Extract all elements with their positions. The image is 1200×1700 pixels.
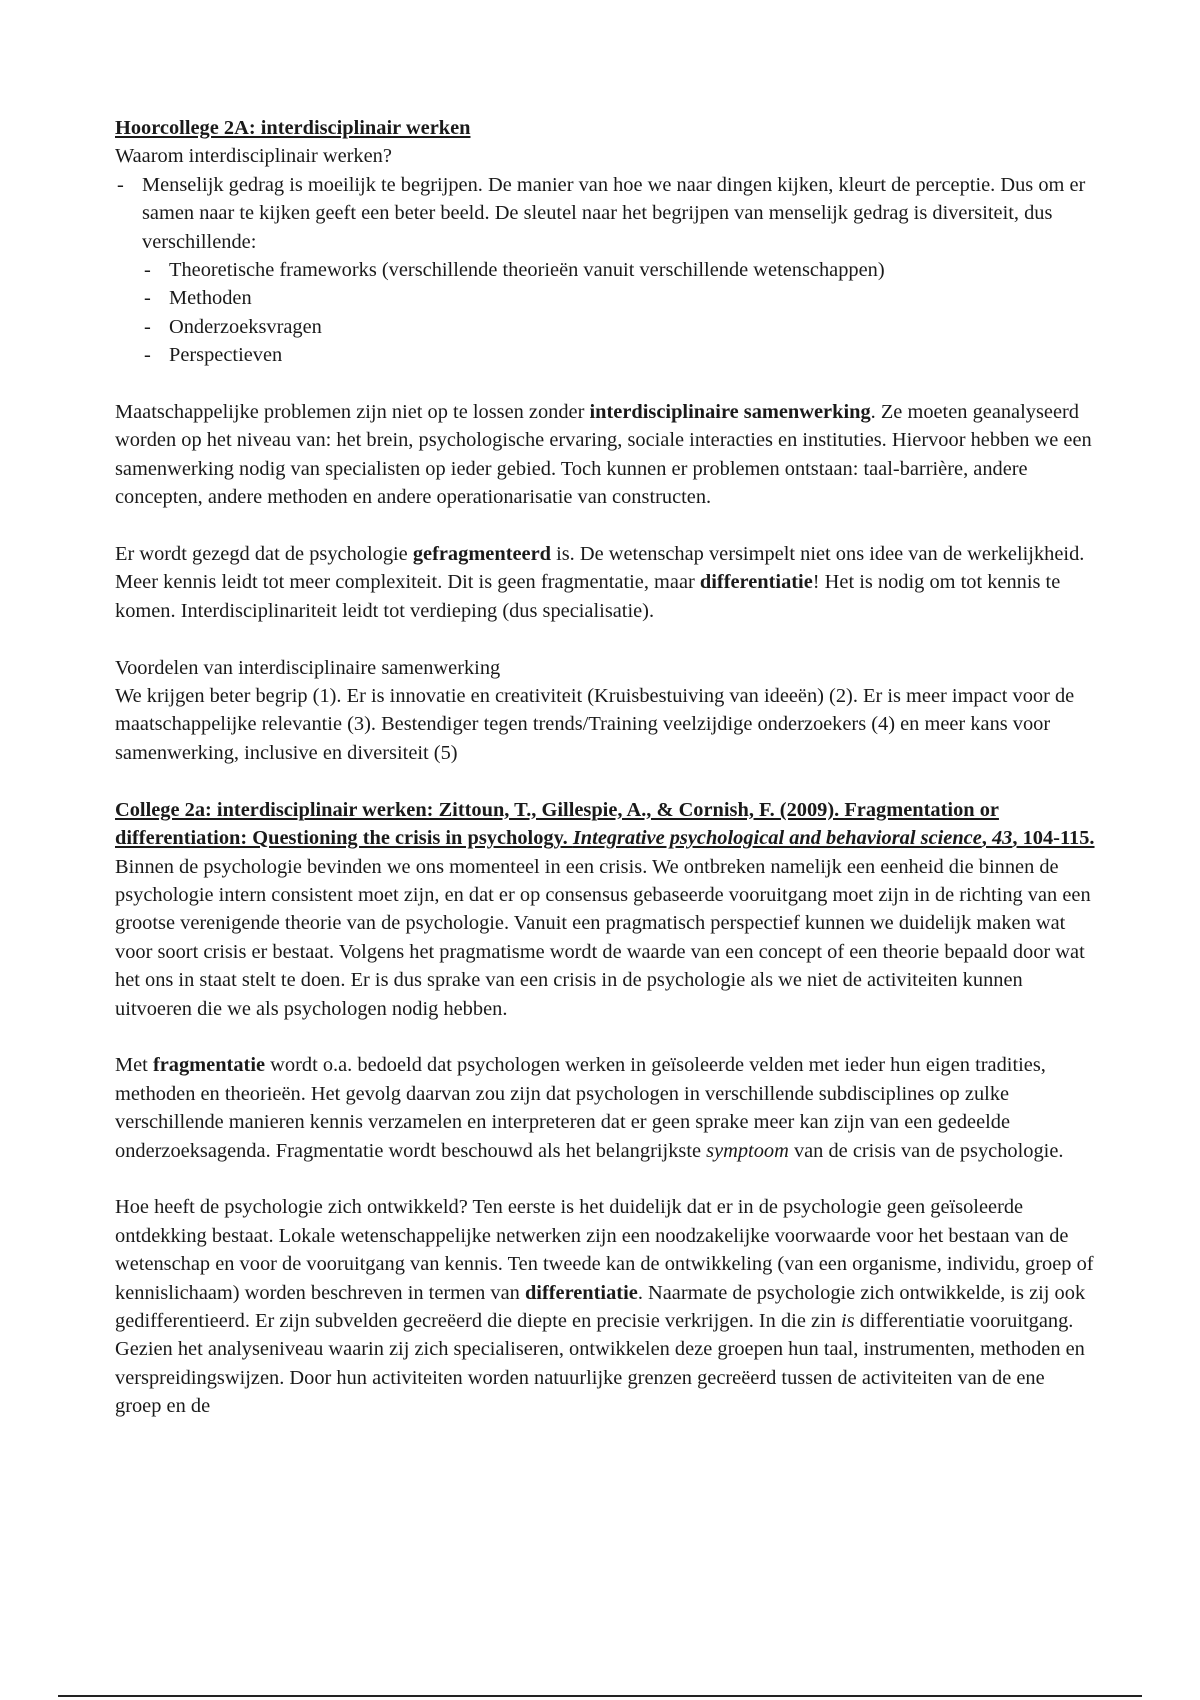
italic-term: is — [841, 1309, 855, 1332]
text-run: is. De wetenschap versimpelt niet ons idee van de werkelijkheid. Meer kennis leidt tot meer complexiteit. Dit is geen fragmentatie, maar — [115, 543, 1085, 594]
text-run: . Naarmate de psychologie zich ontwikkelde, is zij ook gedifferentieerd. Er zijn subvelden gecreëerd die diepte en precisie verkrijgen. In die zin — [115, 1281, 1086, 1332]
bold-term: differentiatie — [524, 1281, 638, 1304]
paragraph-crisis: Binnen de psychologie bevinden we ons momenteel in een crisis. We ontbreken namelijk een eenheid die binnen de psychologie intern consistent moet zijn, en dat er op consensus gebaseerde vooruitgang moet zijn in de richting van een grootse verenigende theorie van de psychologie. Vanuit een pragmatisch perspectief kunnen we duidelijk maken wat voor soort crisis er bestaat. Volgens het pragmatisme wordt de waarde van een concept of een theorie bepaald door wat het ons in staat stelt te doen. Er is dus sprake van een crisis in de psychologie als we niet de activiteiten kunnen uitvoeren die we als psychologen nodig hebben. — [115, 855, 1091, 1020]
journal-title: Integrative psychological and behavioral science — [572, 827, 982, 850]
title-run: , 104-115. — [1012, 827, 1095, 850]
text-run: wordt o.a. bedoeld dat psychologen werken in geïsoleerde velden met ieder hun eigen tradities, methoden en theorieën. Het gevolg daarvan zou zijn dat psychologen in verschillende subdisciplines op zulke verschillende manieren kennis verzamelen en interpreteren dat er geen sprake meer kan zijn van een gedeelde onderzoeksagenda. Fragmentatie wordt beschouwd als het belangrijkste — [115, 1054, 1046, 1162]
title-run: College 2a: interdisciplinair werken: Zittoun, T., Gillespie, A., & Cornish, F. (2009). Fragmentation or differentiation: Questioning the crisis in psychology. — [115, 798, 999, 850]
sub-bullet-frameworks: - Theoretische frameworks (verschillende theorieën vanuit verschillende wetenschappen) — [142, 256, 1095, 284]
italic-term: symptoom — [706, 1139, 789, 1162]
text-run: ! Het is nodig om tot kennis te komen. Interdisciplinariteit leidt tot verdieping (dus specialisatie). — [115, 571, 1061, 622]
footer-divider — [58, 1695, 1142, 1697]
text-run: differentiatie vooruitgang. Gezien het analyseniveau waarin zij zich specialiseren, ontwikkelen deze groepen hun taal, instrumenten, methoden en verspreidingswijzen. Door hun activiteiten worden natuurlijke grenzen gecreëerd tussen de activiteiten van de ene groep en de — [115, 1309, 1085, 1418]
text-run: . Ze moeten geanalyseerd worden op het niveau van: het brein, psychologische ervaring, sociale interacties en instituties. Hiervoor hebben we een samenwerking nodig van specialisten op ieder gebied. Toch kunnen er problemen ontstaan: taal-barrière, andere concepten, andere methoden en andere operationarisatie van constructen. — [115, 401, 1092, 509]
subheading-voordelen: Voordelen van interdisciplinaire samenwerking — [115, 656, 501, 679]
main-bullet-text: Menselijk gedrag is moeilijk te begrijpen. De manier van hoe we naar dingen kijken, kleurt de perceptie. Dus om er samen naar te kijken geeft een beter beeld. De sleutel naar het begrijpen van menselijk gedrag is diversiteit, dus verschillende: — [142, 173, 1086, 253]
sub-bullet-methoden: - Methoden — [142, 284, 1095, 312]
paragraph-voordelen: We krijgen beter begrip (1). Er is innovatie en creativiteit (Kruisbestuiving van ideeën) (2). Er is meer impact voor de maatschappelijke relevantie (3). Bestendiger tegen trends/Training veelzijdige onderzoekers (4) en meer kans voor samenwerking, inclusive en diversiteit (5) — [115, 685, 1075, 764]
text-run: Met — [115, 1054, 153, 1077]
text-run: Er wordt gezegd dat de psychologie — [115, 543, 413, 566]
bold-term: gefragmenteerd — [412, 543, 551, 566]
sub-bullet-list — [142, 256, 1095, 370]
paragraph-maatschappelijke-problemen — [115, 398, 1095, 512]
paragraph-fragmentatie-symptoom — [115, 1051, 1095, 1165]
bold-term: interdisciplinaire samenwerking — [589, 401, 871, 424]
paragraph-fragmentatie-differentiatie — [115, 540, 1095, 625]
section-title-college-2a — [115, 796, 1095, 853]
intro-question: Waarom interdisciplinair werken? — [115, 145, 392, 168]
sub-bullet-perspectieven: - Perspectieven — [142, 341, 1095, 369]
journal-volume: 43 — [991, 827, 1013, 850]
bold-term: differentiatie — [699, 571, 813, 594]
document-page — [115, 114, 1095, 1421]
text-run: Maatschappelijke problemen zijn niet op te lossen zonder — [115, 401, 590, 424]
section-title-hoorcollege: Hoorcollege 2A: interdisciplinair werken — [115, 117, 471, 139]
text-run: Hoe heeft de psychologie zich ontwikkeld? Ten eerste is het duidelijk dat er in de psychologie geen geïsoleerde ontdekking bestaat. Lokale wetenschappelijke netwerken zijn een noodzakelijke voorwaarde voor het bestaan van de wetenschap en voor de vooruitgang van kennis. Ten tweede kan de ontwikkeling (van een organisme, individu, groep of kennislichaam) worden beschreven in termen van — [115, 1196, 1094, 1304]
paragraph-ontwikkeling — [115, 1193, 1095, 1420]
main-bullet-list — [115, 171, 1095, 370]
bold-term: fragmentatie — [152, 1054, 266, 1077]
sub-bullet-onderzoeksvragen: - Onderzoeksvragen — [142, 313, 1095, 341]
title-run: , — [981, 827, 992, 850]
main-bullet — [115, 171, 1095, 370]
text-run: van de crisis van de psychologie. — [788, 1139, 1064, 1162]
